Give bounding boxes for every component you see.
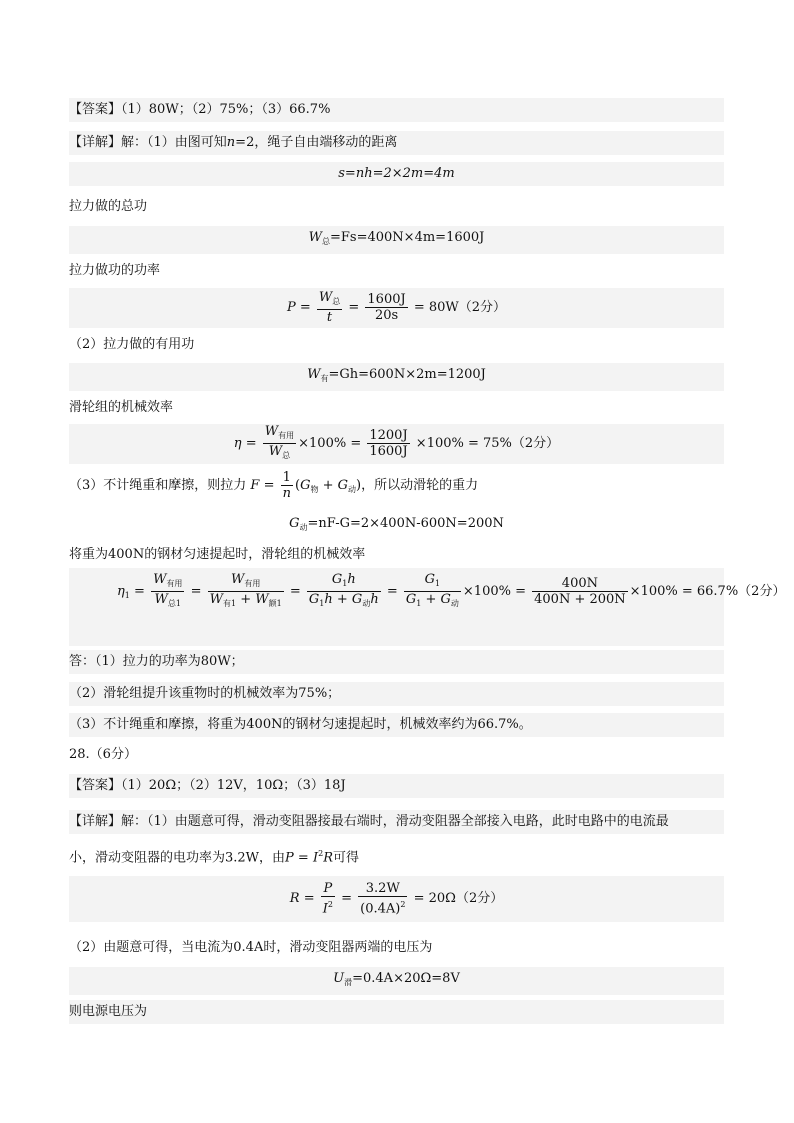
- eq-total-work: $W_总=Fs=400N\times 4m=1600J$: [69, 226, 724, 254]
- answer-tag: 【答案】: [69, 102, 122, 117]
- q28-header: 28.（6分）: [69, 747, 137, 762]
- eq-power: P = $\frac{W_总}{t}$ = $\frac{1600J}{20s}$ = 80W（2分）: [69, 288, 724, 328]
- q28-answer-line: [69, 774, 724, 798]
- eq-resistance: R = $\frac{P}{I^2}$ = $\frac{3.2W}{(0.4A)^2}$ = 20Ω（2分）: [69, 876, 724, 922]
- q27-detail-line: 【详解】解：（1）由图可知n=2，绳子自由端移动的距离: [69, 131, 724, 155]
- eq-useful-work: $W_有=Gh=600N\times 2m=1200J$: [69, 363, 724, 391]
- part3-intro: （3）不计绳重和摩擦，则拉力 F = $\frac{1}{n}$ $(G_物 + G_动)$，所以动滑轮的重力: [69, 470, 479, 501]
- detail-tag: 【详解】: [69, 814, 122, 829]
- answer-text: （1）80W；（2）75%；（3）66.7%: [121, 102, 331, 117]
- eq-distance: s=nh=2×2m=4m: [69, 162, 724, 186]
- eq-new-efficiency: $\eta_1$ = $\frac{W_{有用}}{W_{总1}}$ = $\frac{W_{有用}}{W_{有1} + W_{额1}}$ = $\frac{G_1h}{G_1h + G_动h}$ = $\frac{G_1}{G_1 + G_动}$ ×100% = $\frac{400N}{400N + 200N}$ ×100% = 66.7%（2分）: [69, 568, 724, 646]
- q27-answer-line: [69, 98, 724, 122]
- conclusion-3: （3）不计绳重和摩擦，将重为400N的钢材匀速提起时，机械效率约为66.7%。: [69, 713, 724, 737]
- q28-detail-line-1: 【详解】解：（1）由题意可得，滑动变阻器接最右端时，滑动变阻器全部接入电路，此时电路中的电流最: [69, 810, 724, 834]
- q28-part2: （2）由题意可得，当电流为0.4A时，滑动变阻器两端的电压为: [69, 940, 433, 955]
- eq-voltage: $U_滑=0.4A\times 20\Omega=8V$: [69, 967, 724, 995]
- label-source-voltage: 则电源电压为: [69, 1000, 724, 1024]
- label-efficiency: 滑轮组的机械效率: [69, 400, 174, 415]
- label-useful-work: （2）拉力做的有用功: [69, 337, 195, 352]
- label-new-efficiency: 将重为400N的钢材匀速提起时，滑轮组的机械效率: [69, 547, 366, 562]
- answer-tag: 【答案】: [69, 778, 122, 793]
- conclusion-2: （2）滑轮组提升该重物时的机械效率为75%；: [69, 682, 724, 706]
- answer-text: （1）20Ω；（2）12V，10Ω；（3）18J: [121, 778, 346, 793]
- eq-pulley-weight: $G_动=nF-G=2\times 400N-600N=200N$: [289, 516, 504, 532]
- conclusion-1: 答：（1）拉力的功率为80W；: [69, 650, 724, 674]
- q28-detail-line-2: 小，滑动变阻器的电功率为3.2W，由$P = I^2R$可得: [69, 849, 360, 866]
- label-total-work: 拉力做的总功: [69, 199, 148, 214]
- eq-efficiency: η = $\frac{W_{有用}}{W_总}$ ×100% = $\frac{1200J}{1600J}$ ×100% = 75%（2分）: [69, 424, 724, 464]
- detail-tag: 【详解】: [69, 135, 122, 150]
- label-power: 拉力做功的功率: [69, 263, 161, 278]
